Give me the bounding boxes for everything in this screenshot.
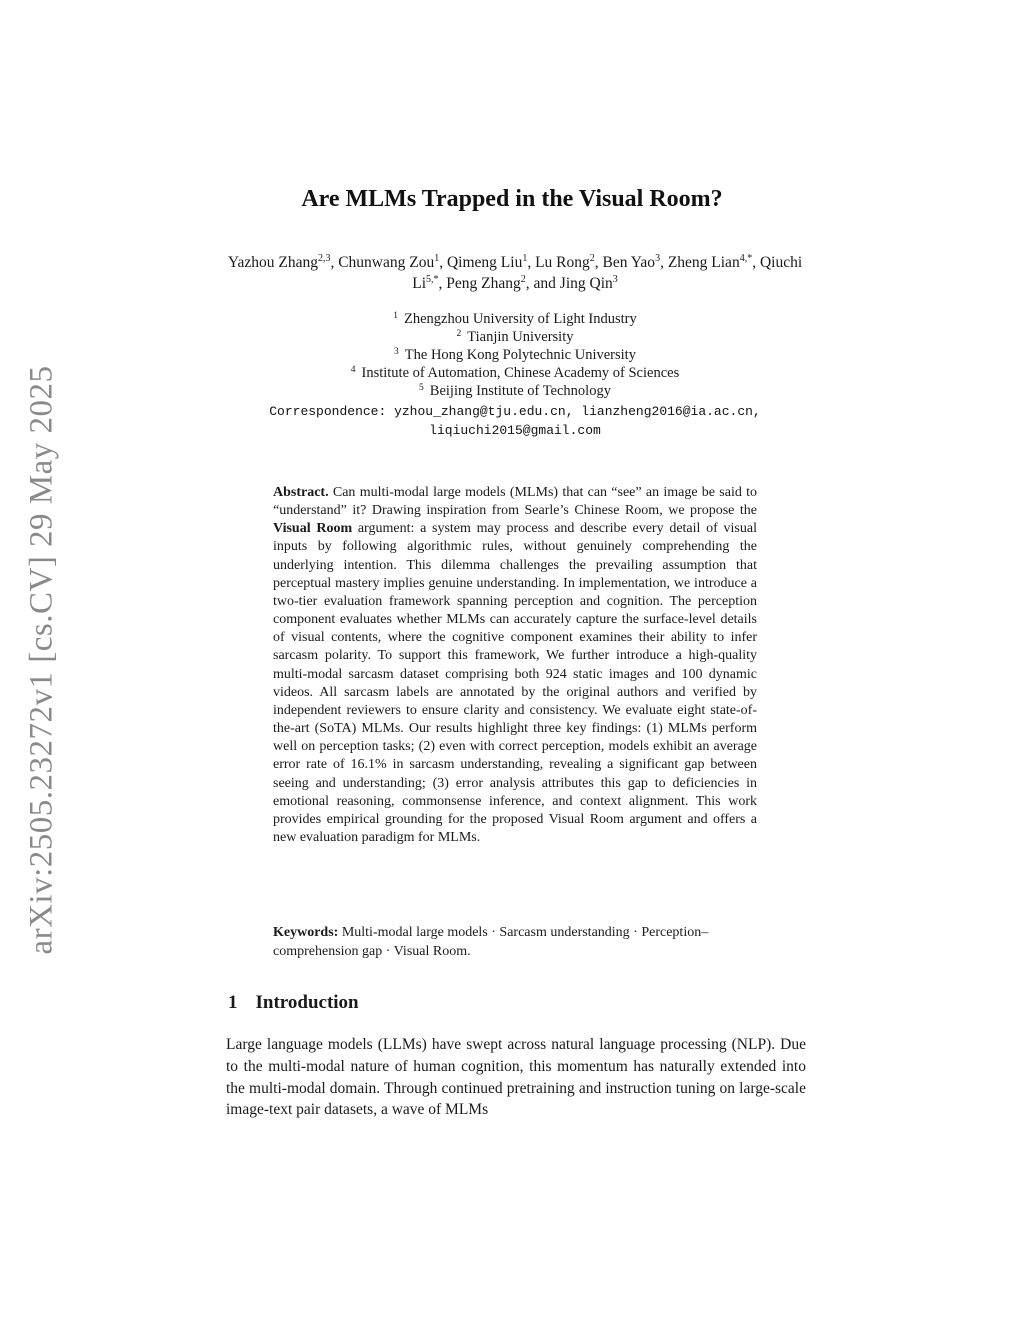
abstract-label: Abstract. — [273, 485, 329, 500]
correspondence-line: Correspondence: yzhou_zhang@tju.edu.cn, lianzheng2016@ia.ac.cn, — [269, 404, 761, 419]
author-affiliation-mark: 2 — [520, 274, 526, 285]
correspondence-line: liqiuchi2015@gmail.com — [429, 423, 601, 438]
author-name: Jing Qin — [559, 275, 613, 292]
paper-title: Are MLMs Trapped in the Visual Room? — [301, 186, 723, 212]
affiliation-item: $^1$ Zhengzhou University of Light Industry — [393, 311, 637, 327]
author-separator: , — [594, 254, 603, 271]
abstract-block — [273, 484, 757, 847]
author-separator: , — [660, 254, 668, 271]
author-affiliation-mark: 4,* — [739, 253, 753, 264]
keywords-block — [273, 924, 763, 961]
author-affiliation-mark: 2 — [589, 253, 595, 264]
author-affiliation-mark: 1 — [522, 253, 528, 264]
intro-paragraph: Large language models (LLMs) have swept across natural language processing (NLP). Due to the multi-modal nature of human cognition, this momentum has naturally extended into the multi-modal domain. Through continued pretraining and instruction tuning on large-scale image-text pair datasets, a wave of MLMs — [226, 1036, 806, 1119]
author-name: Chunwang Zou — [338, 254, 435, 271]
author-name: Ben Yao — [602, 254, 656, 271]
affiliation-item: $^2$ Tianjin University — [456, 329, 574, 345]
author-name: Qimeng Liu — [446, 254, 523, 271]
affiliation-item: $^3$ The Hong Kong Polytechnic University — [394, 347, 636, 363]
author-affiliation-mark: 3 — [612, 274, 618, 285]
author-separator: , — [752, 254, 760, 271]
affiliation-list — [0, 310, 1024, 400]
author-list — [225, 252, 805, 294]
author-separator: , — [439, 254, 447, 271]
author-affiliation-mark: 5,* — [426, 274, 439, 285]
section-heading — [228, 992, 359, 1014]
author-name: Qiuchi Li — [412, 254, 803, 292]
section-title: Introduction — [255, 992, 359, 1013]
abstract-text: Can multi-modal large models (MLMs) that can “see” an image be said to “understand” it? Drawing inspiration from Searle’s Chinese Room, we propose the — [273, 485, 757, 519]
affiliation-item: $^5$ Beijing Institute of Technology — [419, 383, 611, 399]
affiliation-item: $^4$ Institute of Automation, Chinese Academy of Sciences — [350, 365, 680, 381]
author-affiliation-mark: 3 — [655, 253, 661, 264]
author-separator: , — [438, 275, 447, 292]
abstract-text-continued: argument: a system may process and describe every detail of visual inputs by following algorithmic rules, without genuinely comprehending the underlying intention. This dilemma challenges the prevailing assumption that perceptual mastery implies genuine understanding. In implementation, we introduce a two-tier evaluation framework spanning perception and cognition. The perception component evaluates whether MLMs can accurately capture the surface-level details of visual contents, where the cognitive component examines their ability to infer sarcasm polarity. To support this framework, We further introduce a high-quality multi-modal sarcasm dataset comprising both 924 static images and 100 dynamic videos. All sarcasm labels are annotated by the original authors and verified by independent reviewers to ensure clarity and consistency. We evaluate eight state-of-the-art (SoTA) MLMs. Our results highlight three key findings: (1) MLMs perform well on perception tasks; (2) even with correct perception, models exhibit an average error rate of 16.1% in sarcasm understanding, revealing a significant gap between seeing and understanding; (3) error analysis attributes this gap to deficiencies in emotional reasoning, commonsense inference, and context alignment. This work provides empirical grounding for the proposed Visual Room argument and offers a new evaluation paradigm for MLMs. — [273, 521, 757, 845]
keywords-text: Multi-modal large models · Sarcasm understanding · Perception–comprehension gap · Visual Room. — [273, 925, 709, 959]
author-separator: , — [330, 254, 339, 271]
author-name: Lu Rong — [535, 254, 590, 271]
author-name: Zheng Lian — [667, 254, 740, 271]
visual-room-term: Visual Room — [273, 521, 353, 537]
author-name: Yazhou Zhang — [227, 254, 318, 271]
author-affiliation-mark: 1 — [434, 253, 440, 264]
section-number: 1 — [228, 992, 238, 1013]
author-separator: , and — [525, 275, 560, 292]
author-name: Peng Zhang — [446, 275, 521, 292]
arxiv-identifier-stamp: arXiv:2505.23272v1 [cs.CV] 29 May 2025 — [23, 365, 60, 955]
author-affiliation-mark: 2,3 — [317, 253, 331, 264]
correspondence-emails — [0, 402, 1024, 440]
author-separator: , — [527, 254, 536, 271]
keywords-label: Keywords: — [273, 925, 339, 940]
